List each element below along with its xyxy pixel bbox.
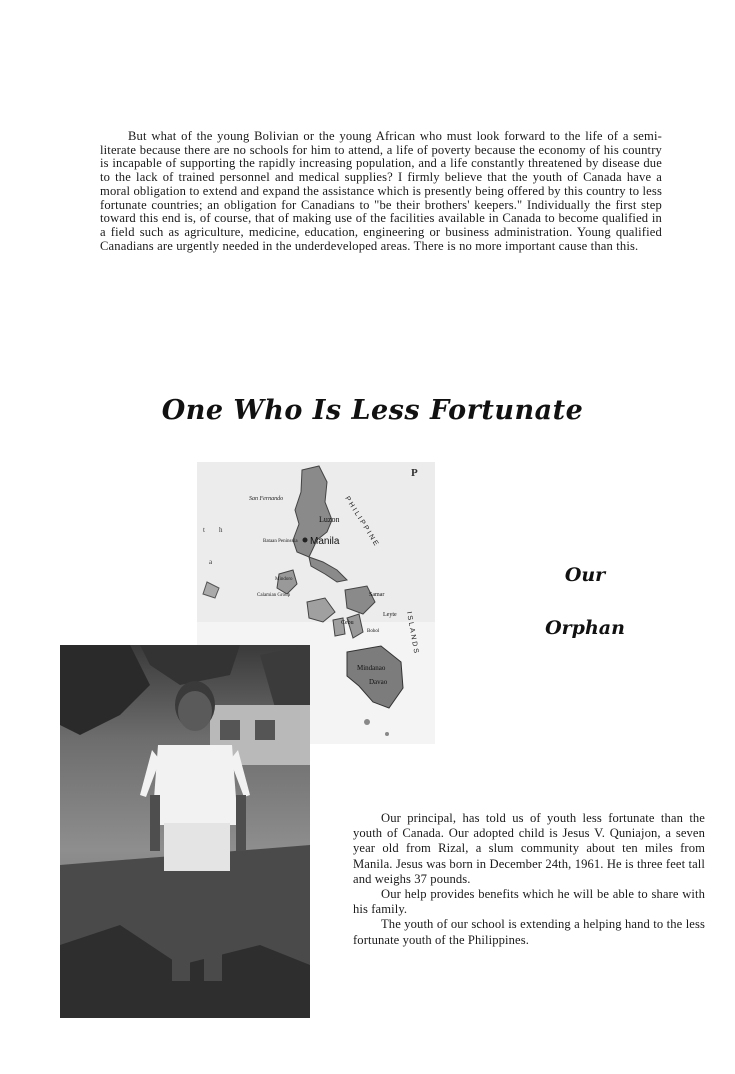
orphan-paragraph: Our help provides benefits which he will be able to share with his family. [353,887,705,917]
intro-paragraph: But what of the young Bolivian or the young African who must look forward to the life of a semi-literate because there are no schools for him to attend, a life of poverty because the economy of his country is incapable of supporting the rapidly increasing population, and a life constantly threatened by disease due to the lack of trained personnel and medical supplies? I firmly believe that the youth of Canada have a moral obligation to extend and expand the assistance which is presently being offered by this country to less fortunate countries; an obligation for Canadians to "be their brothers' keepers." Individually the first step toward this end is, of course, that of making use of the facilities available in Canada to become qualified in a field such as agriculture, medicine, education, engineering or business administration. Young qualified Canadians are urgently needed in the underdeveloped areas. There is no more important cause than this. [100,129,662,253]
orphan-paragraph: Our principal, has told us of youth less fortunate than the youth of Canada. Our adopted child is Jesus V. Quniajon, a seven year old from Rizal, a slum community about ten miles from Manila. Jesus was born in December 24th, 1961. He is three feet tall and weighs 37 pounds. [353,811,705,886]
map-label-samar: Samar [369,592,385,598]
orphan-photograph [60,645,310,1018]
map-label-davao: Davao [369,678,388,686]
map-label-san-fernando: San Fernando [249,496,284,502]
map-label-philippine: PHILIPPINE [343,495,381,549]
map-label-luzon: Luzon [319,515,340,524]
orphan-paragraph: The youth of our school is extending a helping hand to the less fortunate youth of the Philippines. [353,917,705,947]
caption-orphan: Orphan [545,617,625,639]
map-label-bataan: Bataan Peninsula [263,539,298,544]
map-label-calamian: Calamian Group [257,593,291,598]
caption-our: Our [564,564,606,586]
map-label-leyte: Leyte [383,612,397,618]
orphan-description [353,811,705,948]
map-label-manila: Manila [310,536,340,547]
map-label-cebu: Cebu [341,620,354,626]
section-title: One Who Is Less Fortunate [161,395,584,426]
map-label-left-h: h [219,526,223,534]
map-label-corner: P [411,467,418,479]
map-label-bohol: Bohol [367,629,380,634]
map-label-islands: ISLANDS [405,611,420,656]
map-label-left-a: a [209,558,213,566]
map-label-left-t: t [203,526,205,534]
map-label-mindoro: Mindoro [275,577,293,582]
map-label-mindanao: Mindanao [357,664,386,672]
